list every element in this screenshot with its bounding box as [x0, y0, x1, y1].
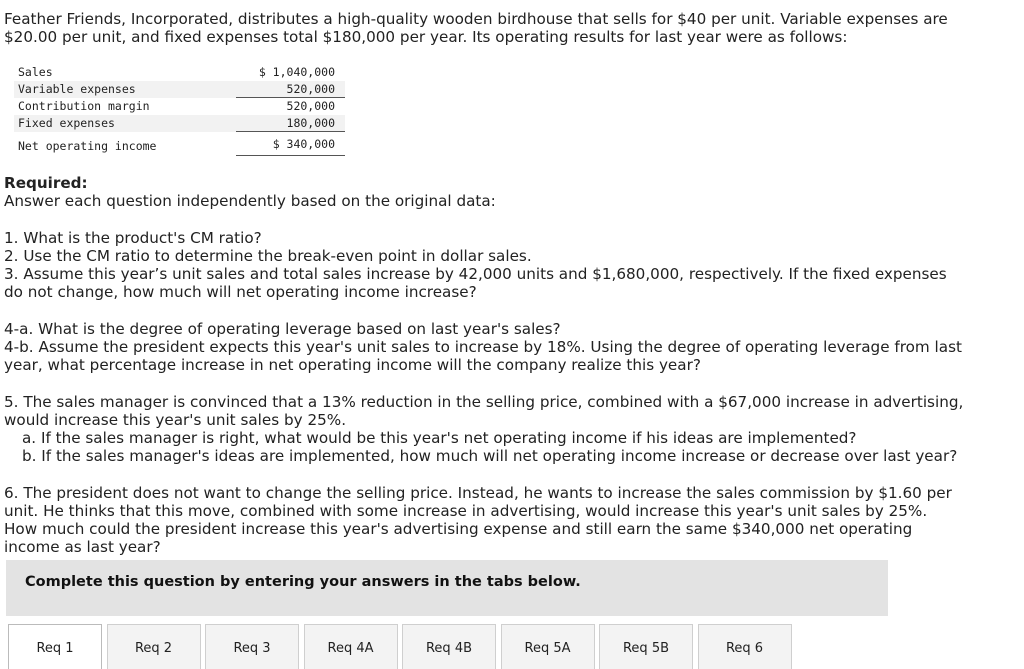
tab-req-6[interactable]: Req 6	[698, 624, 792, 669]
table-row	[14, 115, 345, 132]
required-heading: Required:	[4, 174, 88, 192]
tab-req-2[interactable]: Req 2	[107, 624, 201, 669]
question-5a: a. If the sales manager is right, what would be this year's net operating income if his ideas are implemented?	[22, 429, 857, 447]
row-value-sales: $ 1,040,000	[258, 65, 335, 80]
row-label-variable-expenses: Variable expenses	[14, 81, 236, 98]
problem-intro: Feather Friends, Incorporated, distributes a high-quality wooden birdhouse that sells for $40 per unit. Variable expenses are $20.00 per unit, and fixed expenses total $180,000 per year. Its operating results for last year were as follows:	[4, 10, 948, 46]
row-value-contribution-margin: 520,000	[286, 99, 335, 114]
question-5b: b. If the sales manager's ideas are implemented, how much will net operating income increase or decrease over last year?	[22, 447, 958, 465]
question-1: 1. What is the product's CM ratio?	[4, 229, 262, 247]
tab-req-3[interactable]: Req 3	[205, 624, 299, 669]
question-3: 3. Assume this year’s unit sales and total sales increase by 42,000 units and $1,680,000, respectively. If the fixed expenses do not change, how much will net operating income increase?	[4, 265, 947, 301]
tab-req-4b[interactable]: Req 4B	[402, 624, 496, 669]
row-label-sales: Sales	[18, 65, 53, 80]
tab-req-5b[interactable]: Req 5B	[599, 624, 693, 669]
table-row	[14, 64, 345, 81]
question-2: 2. Use the CM ratio to determine the break-even point in dollar sales.	[4, 247, 532, 265]
required-instruction: Answer each question independently based on the original data:	[4, 192, 496, 210]
tab-req-1[interactable]: Req 1	[8, 624, 102, 669]
question-5: 5. The sales manager is convinced that a 13% reduction in the selling price, combined with a $67,000 increase in advertising, would increase this year's unit sales by 25%.	[4, 393, 964, 429]
table-row	[14, 81, 345, 98]
row-label-fixed-expenses: Fixed expenses	[14, 115, 236, 132]
row-value-variable-expenses: 520,000	[236, 81, 345, 98]
table-row	[14, 132, 345, 156]
income-statement-table	[14, 64, 345, 156]
row-label-net-operating-income: Net operating income	[18, 138, 157, 153]
banner-text: Complete this question by entering your answers in the tabs below.	[25, 574, 581, 590]
tab-req-4a[interactable]: Req 4A	[304, 624, 398, 669]
question-4b: 4-b. Assume the president expects this year's unit sales to increase by 18%. Using the degree of operating leverage from last year, what percentage increase in net operating income will the company realize this year?	[4, 338, 962, 374]
row-label-contribution-margin: Contribution margin	[18, 99, 150, 113]
question-4a: 4-a. What is the degree of operating leverage based on last year's sales?	[4, 320, 561, 338]
question-6: 6. The president does not want to change the selling price. Instead, he wants to increase the sales commission by $1.60 per unit. He thinks that this move, combined with some increase in advertising, would increase this year's unit sales by 25%. How much could the president increase this year's advertising expense and still earn the same $340,000 net operating income as last year?	[4, 484, 952, 556]
tab-req-5a[interactable]: Req 5A	[501, 624, 595, 669]
row-value-net-operating-income: $ 340,000	[236, 132, 345, 156]
row-value-fixed-expenses: 180,000	[236, 115, 345, 132]
instruction-banner	[6, 560, 888, 616]
table-row	[14, 98, 345, 115]
